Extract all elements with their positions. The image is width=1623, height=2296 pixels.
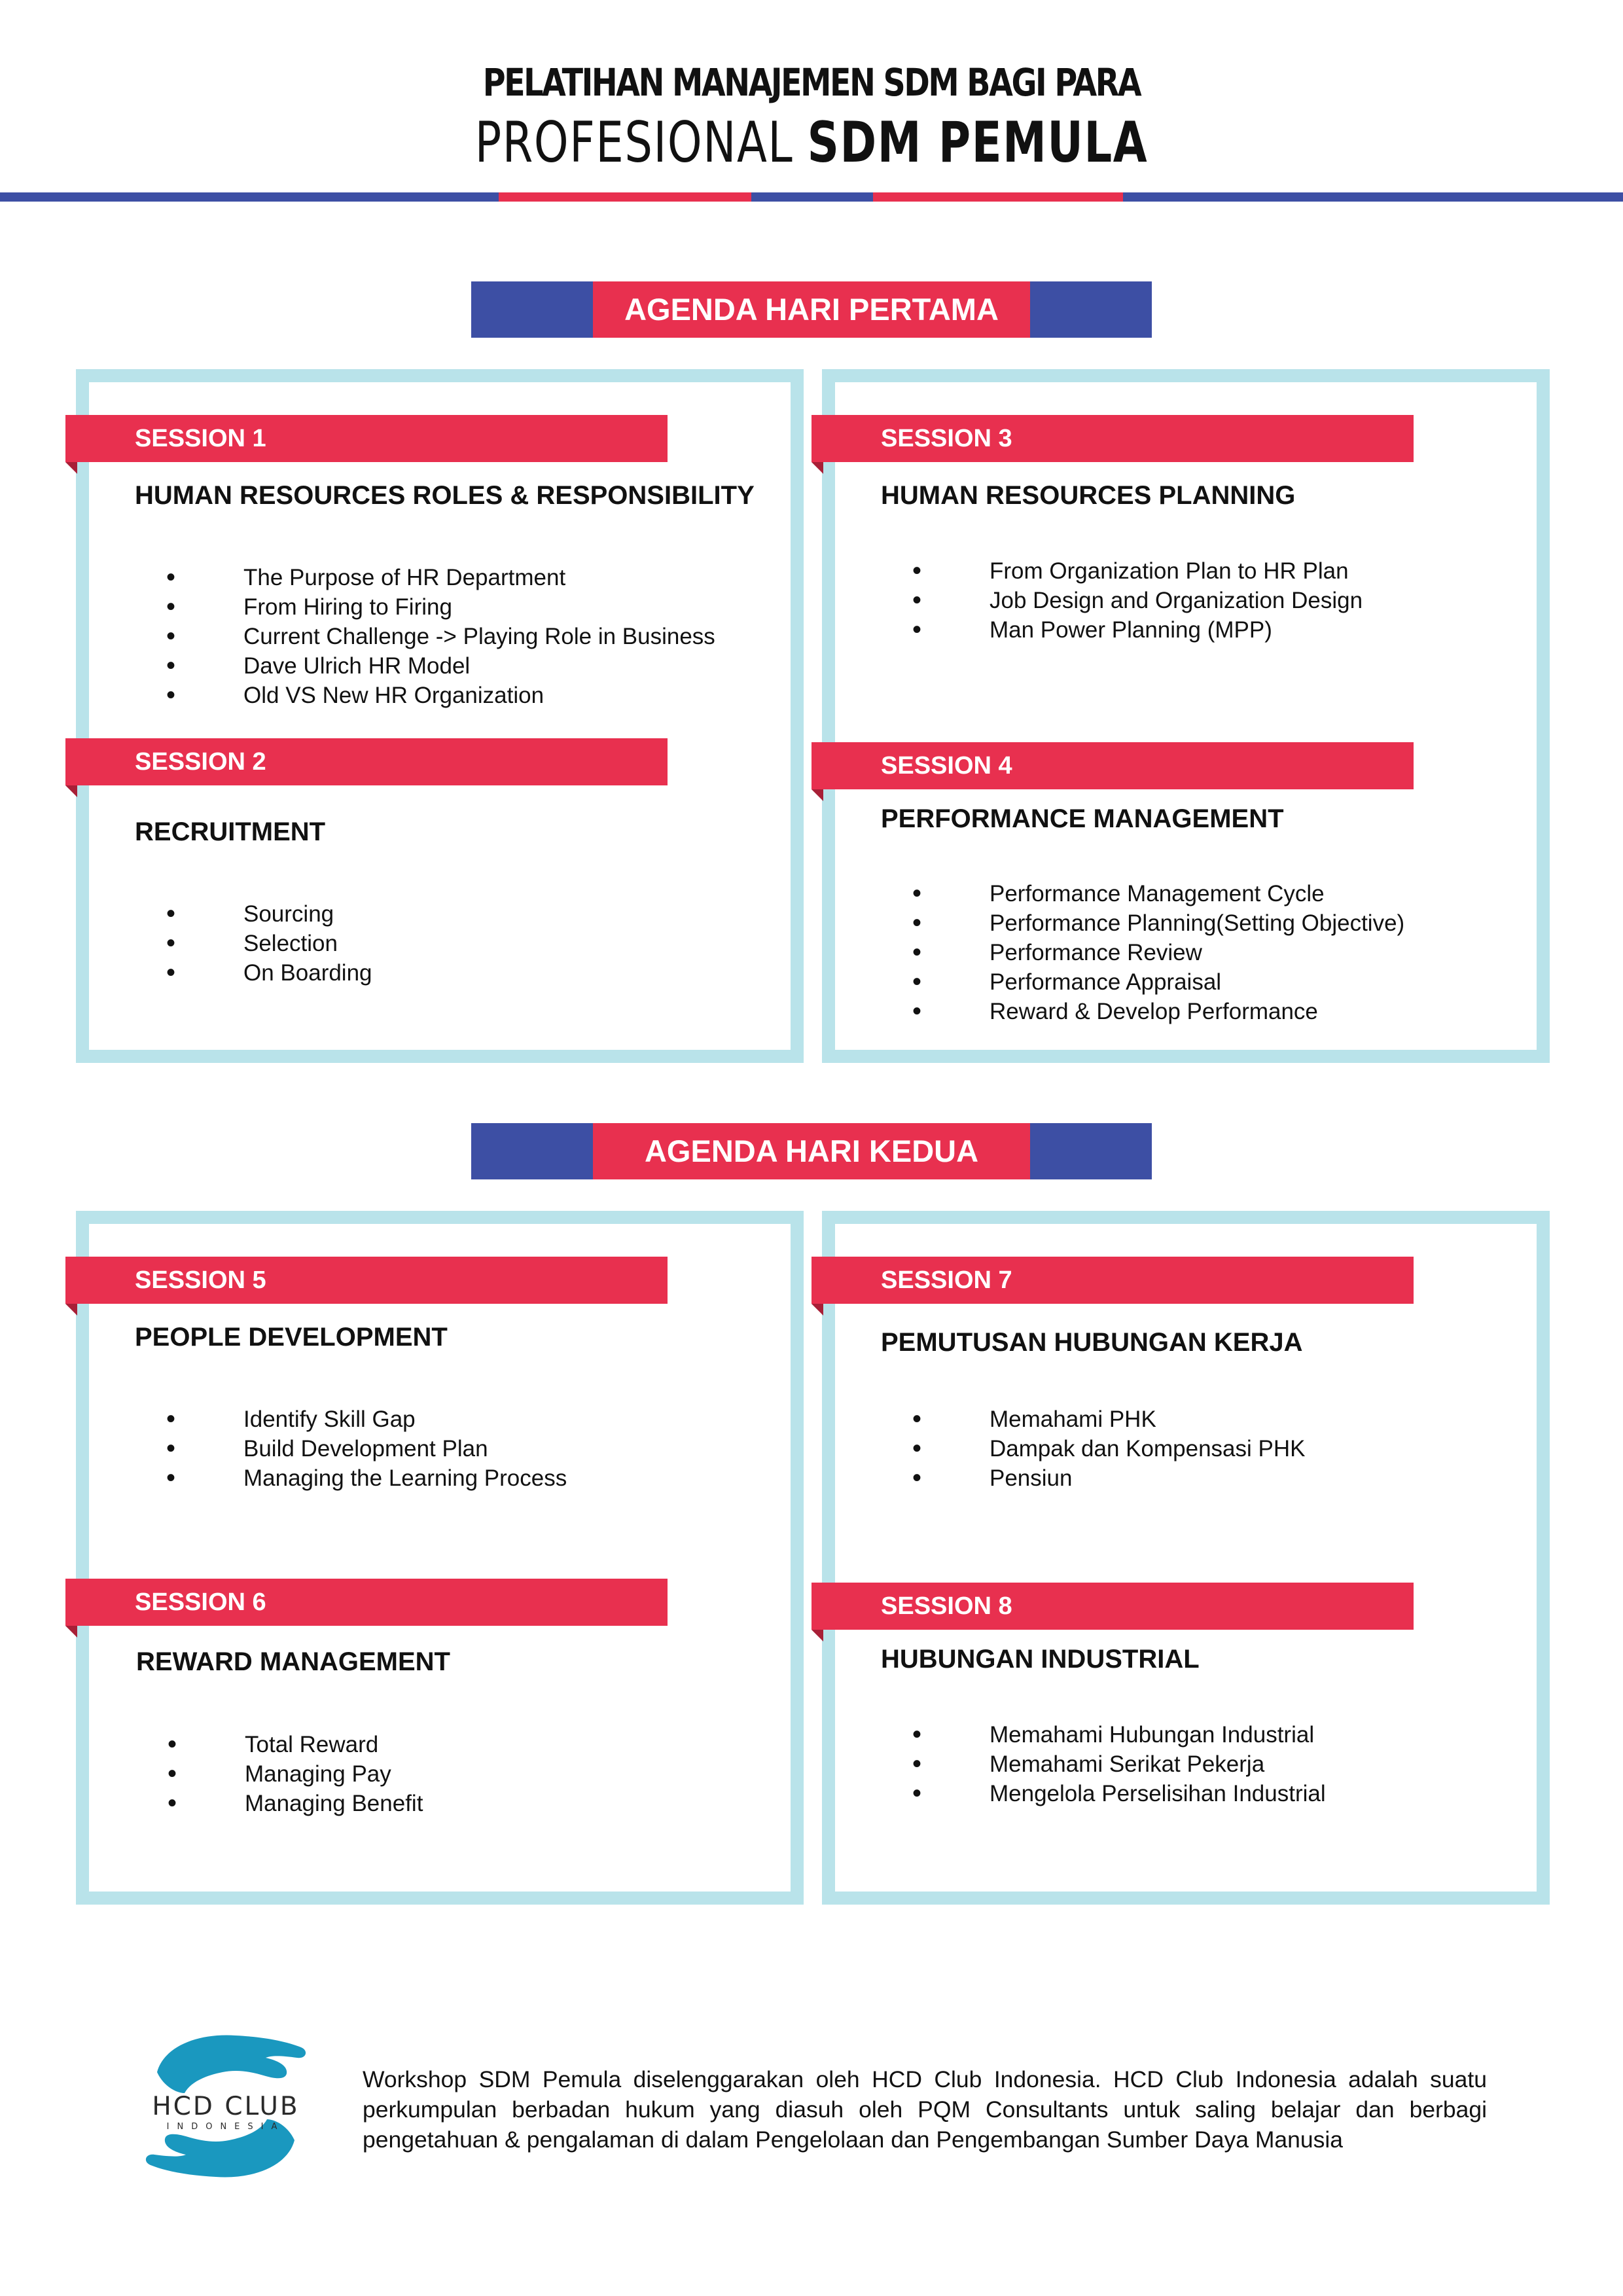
session-3-header: SESSION 3 [812,415,1414,462]
footer-description: Workshop SDM Pemula diselenggarakan oleh HCD Club Indonesia. HCD Club Indonesia adalah suatu perkumpulan berbadan hukum yang diasuh oleh PQM Consultants untuk saling belajar dan berbagi pengetahuan & pengalaman di dalam Pengelolaan dan Pengembangan Sumber Daya Manusia [363,2066,1487,2153]
list-item: • Build Development Plan [166,1434,567,1463]
session-7-header: SESSION 7 [812,1257,1414,1304]
session-8-title: HUBUNGAN INDUSTRIAL [881,1645,1200,1674]
list-item: • Dave Ulrich HR Model [166,651,715,681]
page-title-thin: PROFESIONAL [474,110,794,175]
list-item: • Reward & Develop Performance [912,997,1404,1026]
list-item: • The Purpose of HR Department [166,563,715,592]
list-item: • From Organization Plan to HR Plan [912,556,1363,586]
page-subtitle: PELATIHAN MANAJEMEN SDM BAGI PARA [482,60,1141,105]
session-2-header: SESSION 2 [65,738,668,785]
list-item: • Total Reward [168,1730,423,1759]
session-3-title: HUMAN RESOURCES PLANNING [881,481,1296,510]
list-item: • On Boarding [166,958,372,988]
agenda-day1-banner [471,281,1152,338]
session-6-header: SESSION 6 [65,1579,668,1626]
header-rule-right [1123,192,1623,202]
list-item: • Man Power Planning (MPP) [912,615,1363,645]
session-1-title: HUMAN RESOURCES ROLES & RESPONSIBILITY [135,481,755,510]
header-rule-red-2 [873,192,1123,202]
session-6-title: REWARD MANAGEMENT [136,1647,450,1676]
list-item: • Performance Review [912,938,1404,967]
logo-text: HCD CLUB [152,2092,300,2121]
session-7-list [912,1405,1305,1493]
agenda-day2-banner [471,1123,1152,1179]
header-rule-left [0,192,499,202]
session-4-header: SESSION 4 [812,742,1414,789]
list-item: • Memahami Hubungan Industrial [912,1720,1326,1749]
session-4-list [912,879,1404,1026]
list-item: • Performance Management Cycle [912,879,1404,908]
session-2-list [166,899,372,988]
page-title [179,110,1444,175]
list-item: • Performance Planning(Setting Objective) [912,908,1404,938]
session-8-header: SESSION 8 [812,1583,1414,1630]
list-item: • Selection [166,929,372,958]
list-item: • Managing Pay [168,1759,423,1789]
agenda-day1-title: AGENDA HARI PERTAMA [593,281,1030,338]
list-item: • Pensiun [912,1463,1305,1493]
list-item: • Current Challenge -> Playing Role in Business [166,622,715,651]
agenda-day2-title: AGENDA HARI KEDUA [593,1123,1030,1179]
list-item: • Identify Skill Gap [166,1405,567,1434]
header-rule-mid [751,192,873,202]
list-item: • Sourcing [166,899,372,929]
session-7-title: PEMUTUSAN HUBUNGAN KERJA [881,1328,1303,1357]
page-title-bold: SDM PEMULA [807,110,1149,175]
session-6-list [168,1730,423,1818]
list-item: • Job Design and Organization Design [912,586,1363,615]
session-5-header: SESSION 5 [65,1257,668,1304]
list-item: • Performance Appraisal [912,967,1404,997]
list-item: • From Hiring to Firing [166,592,715,622]
session-1-list [166,563,715,710]
session-5-title: PEOPLE DEVELOPMENT [135,1323,448,1352]
session-4-title: PERFORMANCE MANAGEMENT [881,804,1284,833]
header-rule-red-1 [499,192,751,202]
list-item: • Mengelola Perselisihan Industrial [912,1779,1326,1808]
list-item: • Old VS New HR Organization [166,681,715,710]
list-item: • Memahami PHK [912,1405,1305,1434]
list-item: • Managing Benefit [168,1789,423,1818]
session-8-list [912,1720,1326,1808]
session-5-list [166,1405,567,1493]
session-1-header: SESSION 1 [65,415,668,462]
list-item: • Memahami Serikat Pekerja [912,1749,1326,1779]
logo-subtext: INDONESIA [166,2122,285,2132]
session-3-list [912,556,1363,645]
list-item: • Managing the Learning Process [166,1463,567,1493]
list-item: • Dampak dan Kompensasi PHK [912,1434,1305,1463]
session-2-title: RECRUITMENT [135,817,326,846]
